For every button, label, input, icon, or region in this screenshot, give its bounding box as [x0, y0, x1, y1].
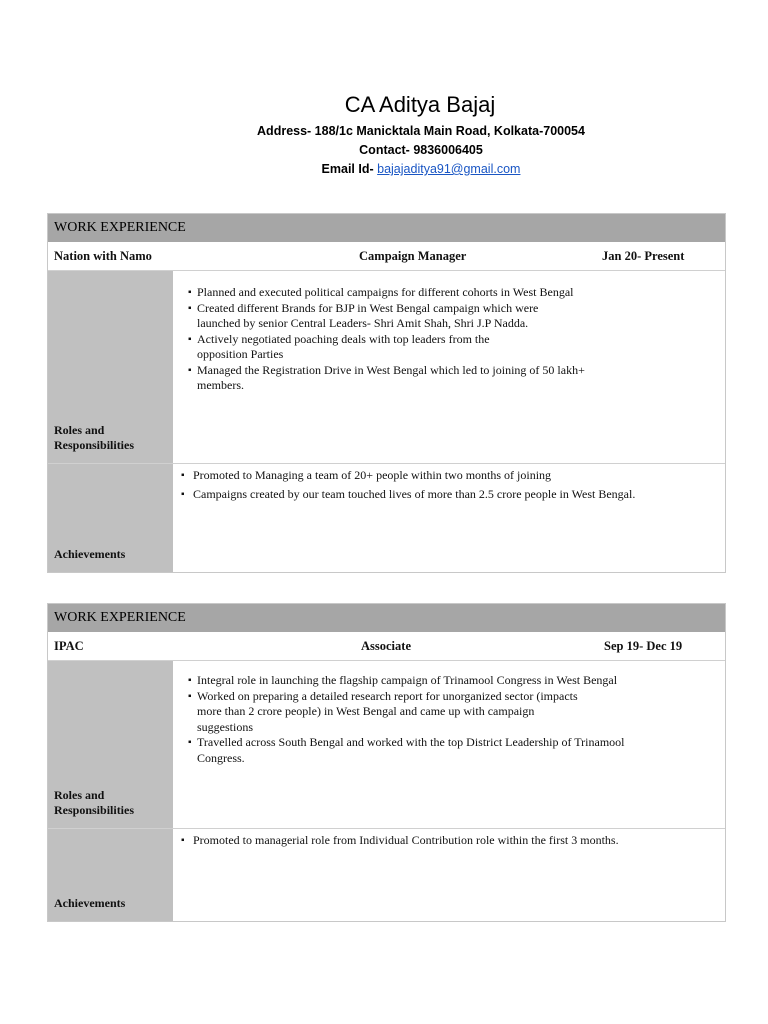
roles-label-cell: [48, 271, 173, 463]
work-experience-section-1: [47, 213, 726, 573]
section-title: WORK EXPERIENCE: [48, 214, 725, 242]
job-header: [48, 242, 725, 271]
achievements-label: Achievements: [54, 896, 126, 910]
contact-line: Contact- 9836006405: [359, 143, 483, 157]
resume-name: CA Aditya Bajaj: [344, 92, 496, 117]
roles-label: Roles and Responsibilities: [54, 423, 135, 452]
organization: IPAC: [54, 639, 84, 653]
email-link[interactable]: bajajaditya91@gmail.com: [377, 162, 521, 176]
email-label: Email Id-: [321, 162, 378, 176]
responsibilities: [173, 661, 725, 828]
list-item: ▪ Integral role in launching the flagship campaign of Trinamool Congress in West Bengal: [188, 673, 685, 689]
list-item: ▪ Created different Brands for BJP in West Bengal campaign which were launched by senior Central Leaders- Shri Amit Shah, Shri J.P Nadda.: [188, 301, 557, 332]
achievements: [173, 464, 725, 572]
address-line: Address- 188/1c Manicktala Main Road, Kolkata-700054: [257, 124, 585, 138]
list-item: ▪ Travelled across South Bengal and worked with the top District Leadership of Trinamool Congress.: [188, 735, 657, 766]
section-title: WORK EXPERIENCE: [48, 604, 725, 632]
job-period: Jan 20- Present: [602, 249, 685, 263]
achievements: [173, 829, 725, 921]
roles-label: Roles and Responsibilities: [54, 788, 135, 817]
work-experience-section-2: [47, 603, 726, 922]
job-role: Associate: [361, 639, 411, 653]
list-item: ▪ Promoted to managerial role from Individual Contribution role within the first 3 months.: [181, 833, 725, 849]
list-item: ▪ Promoted to Managing a team of 20+ people within two months of joining: [181, 468, 725, 484]
job-role: Campaign Manager: [359, 249, 467, 263]
roles-label-cell: [48, 661, 173, 828]
list-item: ▪ Worked on preparing a detailed research report for unorganized sector (impacts more than 2 crore people) in West Bengal and came up with campaign suggestions: [188, 689, 587, 736]
responsibilities: [173, 271, 768, 463]
list-item: ▪ Actively negotiated poaching deals with top leaders from the opposition Parties: [188, 332, 527, 363]
job-period: Sep 19- Dec 19: [604, 639, 683, 653]
organization: Nation with Namo: [54, 249, 152, 263]
list-item: ▪ Managed the Registration Drive in West Bengal which led to joining of 50 lakh+ members.: [188, 363, 627, 394]
achievements-row: [48, 464, 725, 572]
email-line: [37, 162, 768, 176]
achievements-row: [48, 829, 725, 921]
achievements-label-cell: [48, 829, 173, 921]
achievements-label: Achievements: [54, 547, 126, 561]
roles-row: [48, 271, 725, 464]
job-header: [48, 632, 725, 661]
achievements-label-cell: [48, 464, 173, 572]
list-item: ▪ Campaigns created by our team touched lives of more than 2.5 crore people in West Bengal.: [181, 487, 725, 503]
roles-row: [48, 661, 725, 829]
list-item: ▪ Planned and executed political campaigns for different cohorts in West Bengal: [188, 285, 627, 301]
